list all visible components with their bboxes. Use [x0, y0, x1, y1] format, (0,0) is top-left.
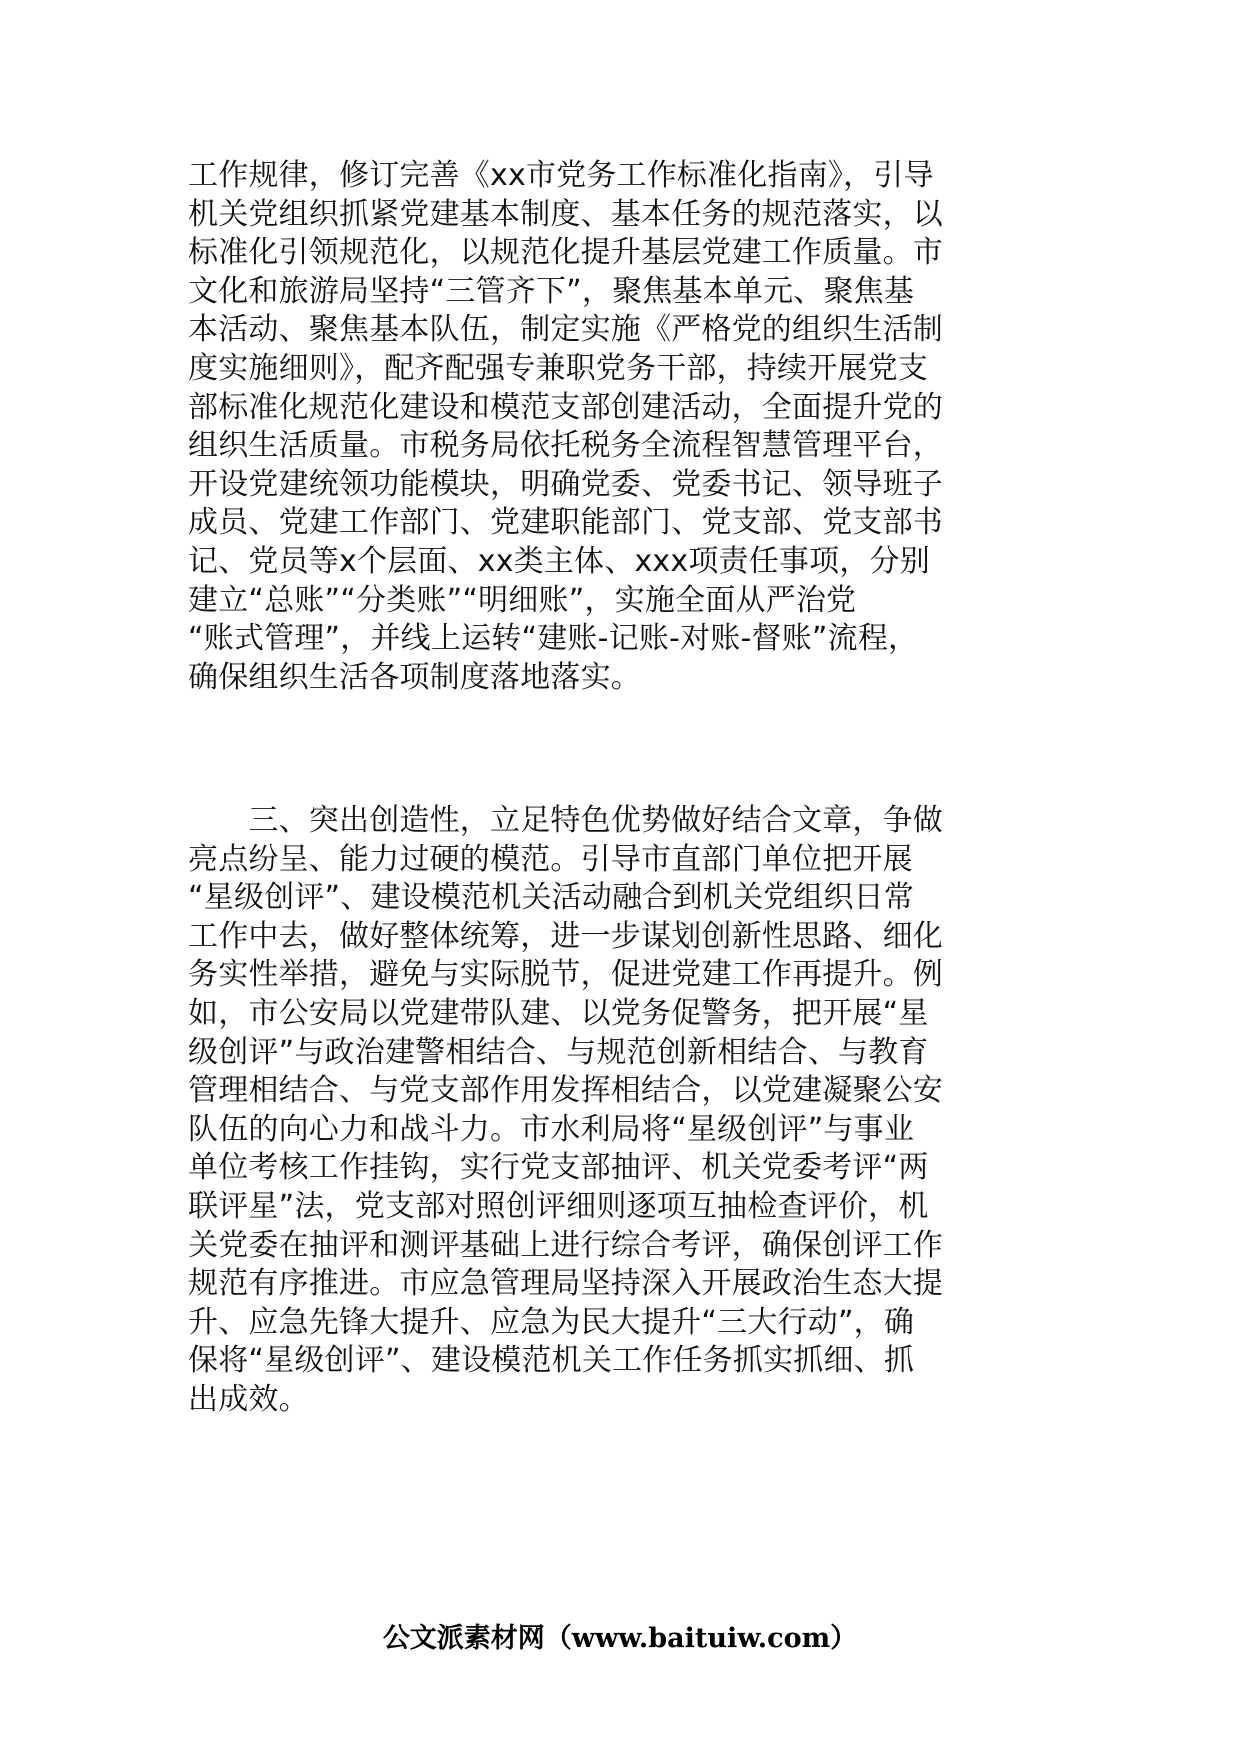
text-line: 记、党员等x个层面、xx类主体、xxx项责任事项，分别: [188, 543, 930, 579]
text-line: 确保组织生活各项制度落地落实。: [188, 659, 641, 695]
text-line: 管理相结合、与党支部作用发挥相结合，以党建凝聚公安: [188, 1073, 943, 1109]
text-line: 本活动、聚焦基本队伍，制定实施《严格党的组织生活制: [188, 312, 943, 348]
text-line: 如，市公安局以党建带队建、以党务促警务，把开展“星: [188, 995, 929, 1031]
text-line: 度实施细则》，配齐配强专兼职党务干部，持续开展党支: [188, 350, 928, 386]
text-line: 单位考核工作挂钩，实行党支部抽评、机关党委考评“两: [188, 1150, 929, 1186]
body-paragraph-2: [188, 802, 1068, 1420]
text-line: 关党委在抽评和测评基础上进行综合考评，确保创评工作: [188, 1227, 943, 1263]
text-line: 亮点纷呈、能力过硬的模范。引导市直部门单位把开展: [188, 841, 913, 877]
text-line: “账式管理”，并线上运转“建账-记账-对账-督账”流程，: [188, 621, 919, 657]
text-line: 升、应急先锋大提升、应急为民大提升“三大行动”，确: [188, 1304, 915, 1340]
text-line: 规范有序推进。市应急管理局坚持深入开展政治生态大提: [188, 1266, 943, 1302]
text-line: 机关党组织抓紧党建基本制度、基本任务的规范落实，以: [188, 196, 943, 232]
text-line: 工作规律，修订完善《xx市党务工作标准化指南》，引导: [188, 158, 934, 193]
text-line: 务实性举措，避免与实际脱节，促进党建工作再提升。例: [188, 957, 943, 993]
text-line: 部标准化规范化建设和模范支部创建活动，全面提升党的: [188, 389, 943, 425]
body-paragraph-1: [188, 157, 1068, 697]
text-line: 出成效。: [188, 1381, 309, 1417]
text-line: 联评星”法，党支部对照创评细则逐项互抽检查评价，机: [188, 1188, 929, 1224]
text-line: 三、突出创造性，立足特色优势做好结合文章，争做: [188, 803, 943, 838]
text-line: 队伍的向心力和战斗力。市水利局将“星级创评”与事业: [188, 1111, 915, 1147]
page-footer-source: 公文派素材网（www.baituiw.com）: [382, 1623, 858, 1654]
text-line: 成员、党建工作部门、党建职能部门、党支部、党支部书: [188, 505, 943, 541]
text-line: 标准化引领规范化，以规范化提升基层党建工作质量。市: [188, 235, 943, 271]
text-line: 文化和旅游局坚持“三管齐下”，聚焦基本单元、聚焦基: [188, 273, 915, 309]
text-line: 开设党建统领功能模块，明确党委、党委书记、领导班子: [188, 466, 943, 502]
text-line: 保将“星级创评”、建设模范机关工作任务抓实抓细、抓: [188, 1343, 915, 1379]
text-line: 建立“总账”“分类账”“明细账”，实施全面从严治党: [188, 582, 857, 618]
text-line: 组织生活质量。市税务局依托税务全流程智慧管理平台，: [188, 428, 943, 464]
text-line: “星级创评”、建设模范机关活动融合到机关党组织日常: [188, 880, 915, 916]
text-line: 级创评”与政治建警相结合、与规范创新相结合、与教育: [188, 1034, 929, 1070]
text-line: 工作中去，做好整体统筹，进一步谋划创新性思路、细化: [188, 918, 943, 954]
